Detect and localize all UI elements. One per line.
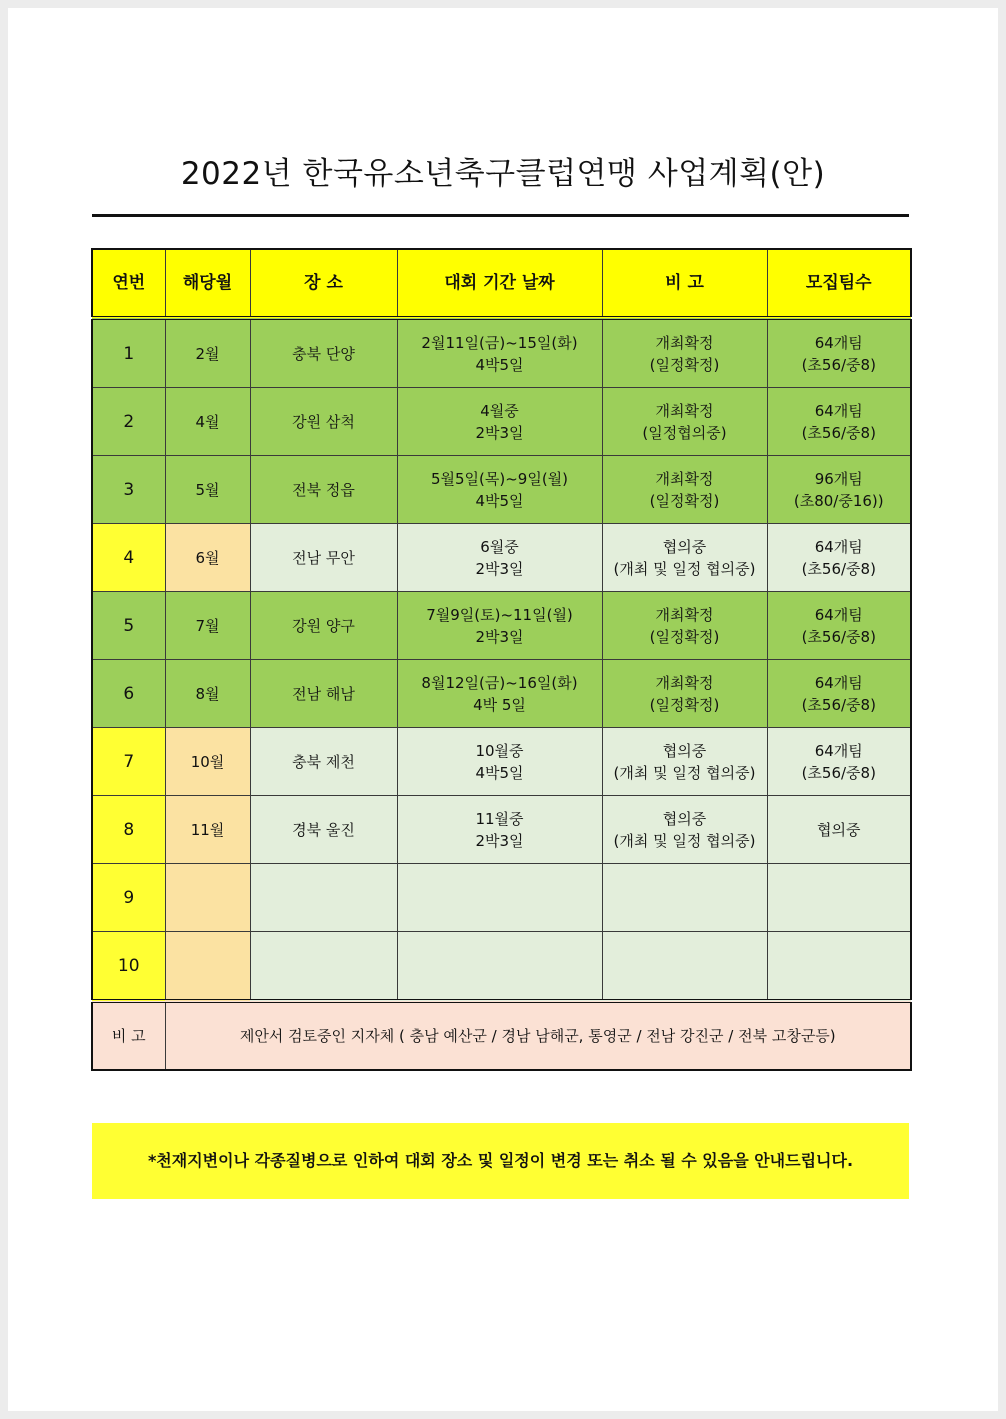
cell-teams-line: (초56/중8)	[801, 423, 876, 442]
cell-teams	[767, 864, 911, 932]
cell-teams	[767, 318, 911, 388]
cell-place-line: 충북 제천	[292, 752, 355, 771]
cell-number	[92, 932, 165, 1002]
cell-period	[397, 660, 602, 728]
title-divider	[92, 214, 909, 217]
cell-period-line: 6월중	[480, 537, 519, 556]
cell-teams-line: (초56/중8)	[801, 763, 876, 782]
cell-period-line: 2박3일	[475, 831, 524, 850]
cell-period	[397, 864, 602, 932]
cell-period-line: 4박5일	[475, 491, 524, 510]
cell-period-line: 2월11일(금)~15일(화)	[421, 333, 578, 352]
cell-note	[602, 796, 767, 864]
cell-note-line: (개최 및 일정 협의중)	[613, 559, 756, 578]
header-number: 연번	[92, 249, 165, 318]
cell-number-line: 2	[123, 411, 135, 432]
cell-teams-line: (초56/중8)	[801, 627, 876, 646]
cell-teams	[767, 660, 911, 728]
cell-note	[602, 592, 767, 660]
cell-month-line: 11월	[190, 820, 225, 839]
header-period: 대회 기간 날짜	[397, 249, 602, 318]
cell-number-line: 6	[123, 683, 135, 704]
cell-note	[602, 524, 767, 592]
cell-teams	[767, 388, 911, 456]
table-header-row	[92, 249, 911, 318]
cell-teams-line: 64개팀	[814, 673, 863, 692]
cell-place-line: 충북 단양	[292, 344, 355, 363]
cell-month	[165, 524, 250, 592]
cell-note-line: (일정확정)	[649, 627, 720, 646]
cell-month	[165, 864, 250, 932]
cell-teams	[767, 524, 911, 592]
cell-period	[397, 728, 602, 796]
cell-note-line: 협의중	[662, 741, 707, 760]
cell-teams-line: 64개팀	[814, 605, 863, 624]
cell-period	[397, 592, 602, 660]
table-footer-row	[92, 1001, 911, 1070]
notice-banner: *천재지변이나 각종질병으로 인하여 대회 장소 및 일정이 변경 또는 취소 될 수 있음을 안내드립니다.	[92, 1123, 909, 1199]
cell-number-line: 10	[117, 955, 140, 976]
header-place: 장 소	[250, 249, 397, 318]
cell-teams	[767, 456, 911, 524]
cell-number-line: 1	[123, 343, 135, 364]
table-row	[92, 318, 911, 388]
cell-teams	[767, 592, 911, 660]
cell-number-line: 5	[123, 615, 135, 636]
cell-period	[397, 456, 602, 524]
footer-label: 비 고	[92, 1001, 165, 1070]
cell-number-line: 9	[123, 887, 135, 908]
cell-number	[92, 864, 165, 932]
cell-place	[250, 318, 397, 388]
cell-period	[397, 388, 602, 456]
cell-note-line: (일정협의중)	[642, 423, 727, 442]
cell-month	[165, 932, 250, 1002]
cell-period	[397, 318, 602, 388]
cell-place	[250, 524, 397, 592]
cell-period-line: 4박5일	[475, 355, 524, 374]
cell-place-line: 전남 무안	[292, 548, 355, 567]
cell-period-line: 2박3일	[475, 559, 524, 578]
cell-month	[165, 318, 250, 388]
cell-place	[250, 388, 397, 456]
cell-period-line: 7월9일(토)~11일(월)	[426, 605, 573, 624]
cell-place	[250, 932, 397, 1002]
cell-teams-line: 64개팀	[814, 537, 863, 556]
cell-place	[250, 592, 397, 660]
cell-month	[165, 456, 250, 524]
table-row	[92, 592, 911, 660]
table-row	[92, 728, 911, 796]
cell-place	[250, 728, 397, 796]
cell-place-line: 전북 정읍	[292, 480, 355, 499]
cell-period	[397, 932, 602, 1002]
cell-number	[92, 660, 165, 728]
cell-note	[602, 660, 767, 728]
cell-note-line: 개최확정	[655, 605, 714, 624]
cell-teams-line: 96개팀	[814, 469, 863, 488]
footer-text: 제안서 검토중인 지자체 ( 충남 예산군 / 경남 남해군, 통영군 / 전남 강진군 / 전북 고창군등)	[165, 1001, 911, 1070]
cell-month-line: 2월	[195, 344, 220, 363]
cell-period-line: 5월5일(목)~9일(월)	[430, 469, 569, 488]
cell-month-line: 8월	[195, 684, 220, 703]
cell-period	[397, 796, 602, 864]
cell-number	[92, 318, 165, 388]
cell-teams-line: 협의중	[817, 820, 861, 839]
table-row	[92, 864, 911, 932]
cell-number	[92, 524, 165, 592]
cell-note	[602, 728, 767, 796]
cell-note-line: 개최확정	[655, 469, 714, 488]
cell-month	[165, 796, 250, 864]
cell-teams-line: 64개팀	[814, 401, 863, 420]
cell-period-line: 8월12일(금)~16일(화)	[421, 673, 578, 692]
cell-place-line: 강원 양구	[292, 616, 355, 635]
cell-place-line: 경북 울진	[292, 820, 355, 839]
cell-number-line: 8	[123, 819, 135, 840]
table-row	[92, 388, 911, 456]
cell-teams-line: (초56/중8)	[801, 355, 876, 374]
cell-note-line: 개최확정	[655, 673, 714, 692]
cell-place-line: 강원 삼척	[292, 412, 355, 431]
cell-teams	[767, 932, 911, 1002]
cell-note	[602, 318, 767, 388]
cell-teams-line: (초80/중16))	[793, 491, 884, 510]
cell-month	[165, 660, 250, 728]
header-teams: 모집팀수	[767, 249, 911, 318]
cell-month-line: 5월	[195, 480, 220, 499]
cell-note	[602, 388, 767, 456]
cell-number	[92, 592, 165, 660]
cell-number	[92, 796, 165, 864]
cell-note-line: (일정확정)	[649, 355, 720, 374]
cell-note-line: 개최확정	[655, 333, 714, 352]
cell-place	[250, 456, 397, 524]
cell-period-line: 10월중	[475, 741, 524, 760]
cell-number	[92, 728, 165, 796]
cell-period-line: 11월중	[475, 809, 524, 828]
cell-period	[397, 524, 602, 592]
cell-month	[165, 592, 250, 660]
cell-period-line: 4월중	[480, 401, 519, 420]
cell-note-line: 협의중	[662, 809, 707, 828]
cell-note-line: (일정확정)	[649, 491, 720, 510]
cell-month	[165, 728, 250, 796]
header-note: 비 고	[602, 249, 767, 318]
cell-period-line: 4박 5일	[473, 695, 526, 714]
table-row	[92, 932, 911, 1002]
cell-month-line: 10월	[190, 752, 225, 771]
table-row	[92, 456, 911, 524]
table-row	[92, 524, 911, 592]
cell-place-line: 전남 해남	[292, 684, 355, 703]
cell-note-line: (일정확정)	[649, 695, 720, 714]
cell-month-line: 7월	[195, 616, 220, 635]
cell-note	[602, 932, 767, 1002]
cell-note	[602, 456, 767, 524]
cell-teams-line: 64개팀	[814, 741, 863, 760]
cell-period-line: 4박5일	[475, 763, 524, 782]
cell-number	[92, 388, 165, 456]
cell-place	[250, 796, 397, 864]
cell-teams	[767, 796, 911, 864]
cell-teams-line: 64개팀	[814, 333, 863, 352]
cell-period-line: 2박3일	[475, 627, 524, 646]
cell-month	[165, 388, 250, 456]
cell-month-line: 4월	[195, 412, 220, 431]
cell-teams-line: (초56/중8)	[801, 559, 876, 578]
cell-note-line: 개최확정	[655, 401, 714, 420]
cell-number	[92, 456, 165, 524]
cell-place	[250, 660, 397, 728]
cell-teams-line: (초56/중8)	[801, 695, 876, 714]
table-row	[92, 660, 911, 728]
header-month: 해당월	[165, 249, 250, 318]
cell-note	[602, 864, 767, 932]
cell-period-line: 2박3일	[475, 423, 524, 442]
cell-number-line: 3	[123, 479, 135, 500]
cell-note-line: (개최 및 일정 협의중)	[613, 831, 756, 850]
cell-number-line: 7	[123, 751, 135, 772]
schedule-table	[91, 248, 912, 1071]
table-row	[92, 796, 911, 864]
cell-place	[250, 864, 397, 932]
cell-note-line: (개최 및 일정 협의중)	[613, 763, 756, 782]
cell-number-line: 4	[123, 547, 135, 568]
cell-note-line: 협의중	[662, 537, 707, 556]
page-title: 2022년 한국유소년축구클럽연맹 사업계획(안)	[180, 156, 826, 192]
cell-teams	[767, 728, 911, 796]
cell-month-line: 6월	[195, 548, 220, 567]
